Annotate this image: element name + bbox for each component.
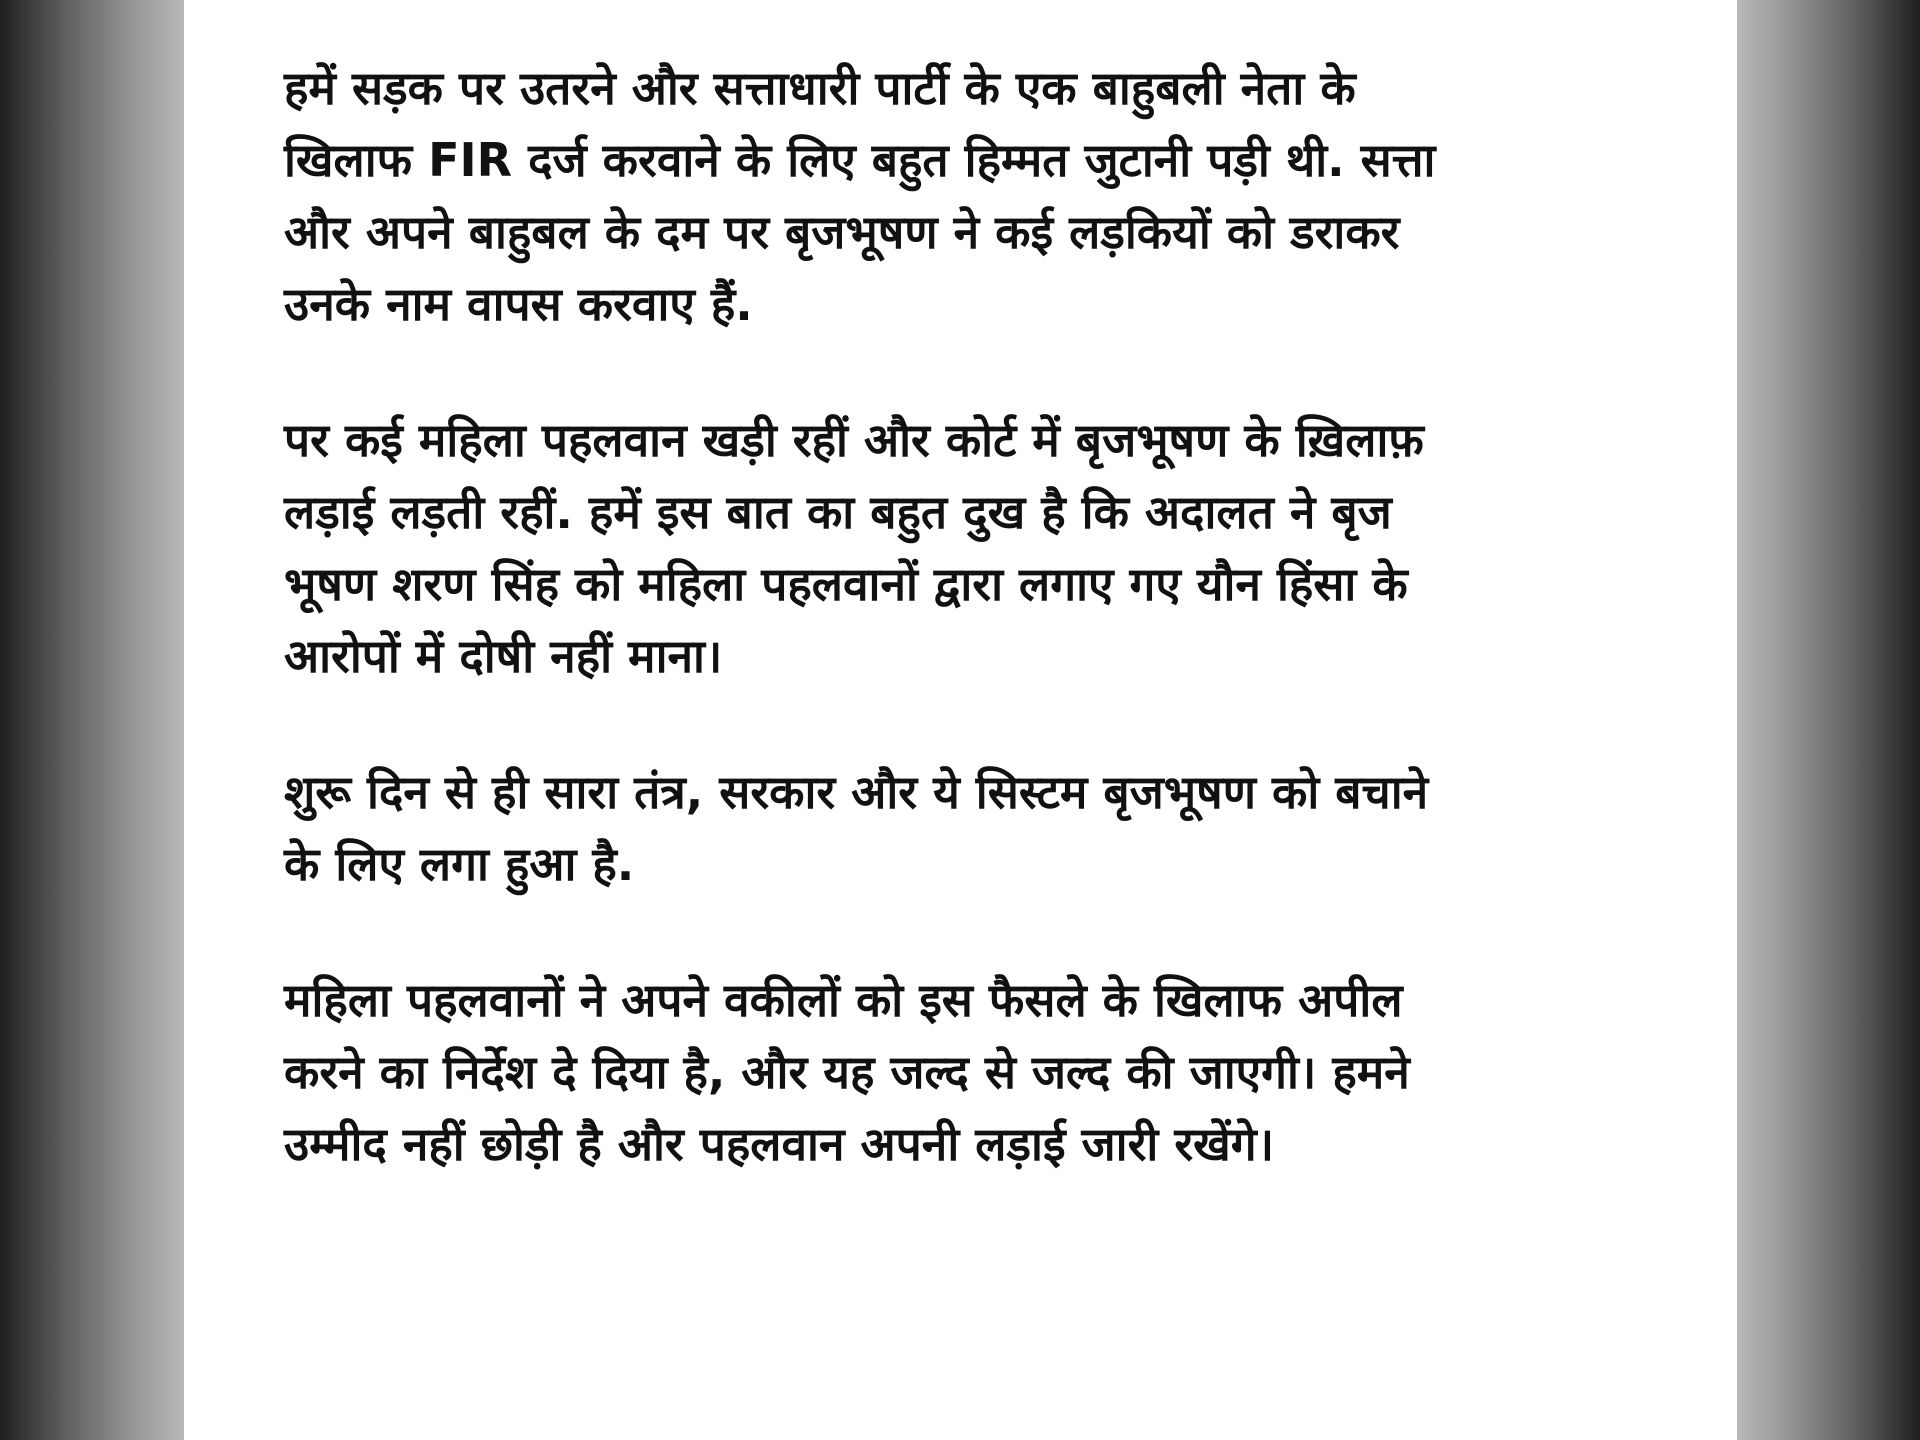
paragraph-4: [284, 964, 1637, 1180]
text-line: आरोपों में दोषी नहीं माना।: [284, 629, 723, 683]
text-line: उनके नाम वापस करवाए हैं.: [284, 277, 753, 331]
text-line: शुरू दिन से ही सारा तंत्र, सरकार और ये सिस्टम बृजभूषण को बचाने: [284, 765, 1429, 819]
right-shadow-border: [1737, 0, 1920, 1440]
left-shadow-border: [0, 0, 184, 1440]
text-line: खिलाफ FIR दर्ज करवाने के लिए बहुत हिम्मत जुटानी पड़ी थी. सत्ता: [284, 133, 1436, 187]
document-page: [184, 0, 1737, 1440]
text-line: महिला पहलवानों ने अपने वकीलों को इस फैसले के खिलाफ अपील: [284, 973, 1403, 1027]
text-line: के लिए लगा हुआ है.: [284, 837, 635, 891]
text-line: हमें सड़क पर उतरने और सत्ताधारी पार्टी के एक बाहुबली नेता के: [284, 61, 1356, 115]
paragraph-2: [284, 404, 1637, 692]
text-line: और अपने बाहुबल के दम पर बृजभूषण ने कई लड़कियों को डराकर: [284, 205, 1400, 259]
text-line: उम्मीद नहीं छोड़ी है और पहलवान अपनी लड़ाई जारी रखेंगे।: [284, 1117, 1275, 1171]
text-line: पर कई महिला पहलवान खड़ी रहीं और कोर्ट में बृजभूषण के ख़िलाफ़: [284, 413, 1424, 467]
text-line: भूषण शरण सिंह को महिला पहलवानों द्वारा लगाए गए यौन हिंसा के: [284, 557, 1408, 611]
text-line: लड़ाई लड़ती रहीं. हमें इस बात का बहुत दुख है कि अदालत ने बृज: [284, 485, 1392, 539]
text-line: करने का निर्देश दे दिया है, और यह जल्द से जल्द की जाएगी। हमने: [284, 1045, 1410, 1099]
paragraph-3: [284, 756, 1637, 900]
paragraph-1: [284, 52, 1637, 340]
